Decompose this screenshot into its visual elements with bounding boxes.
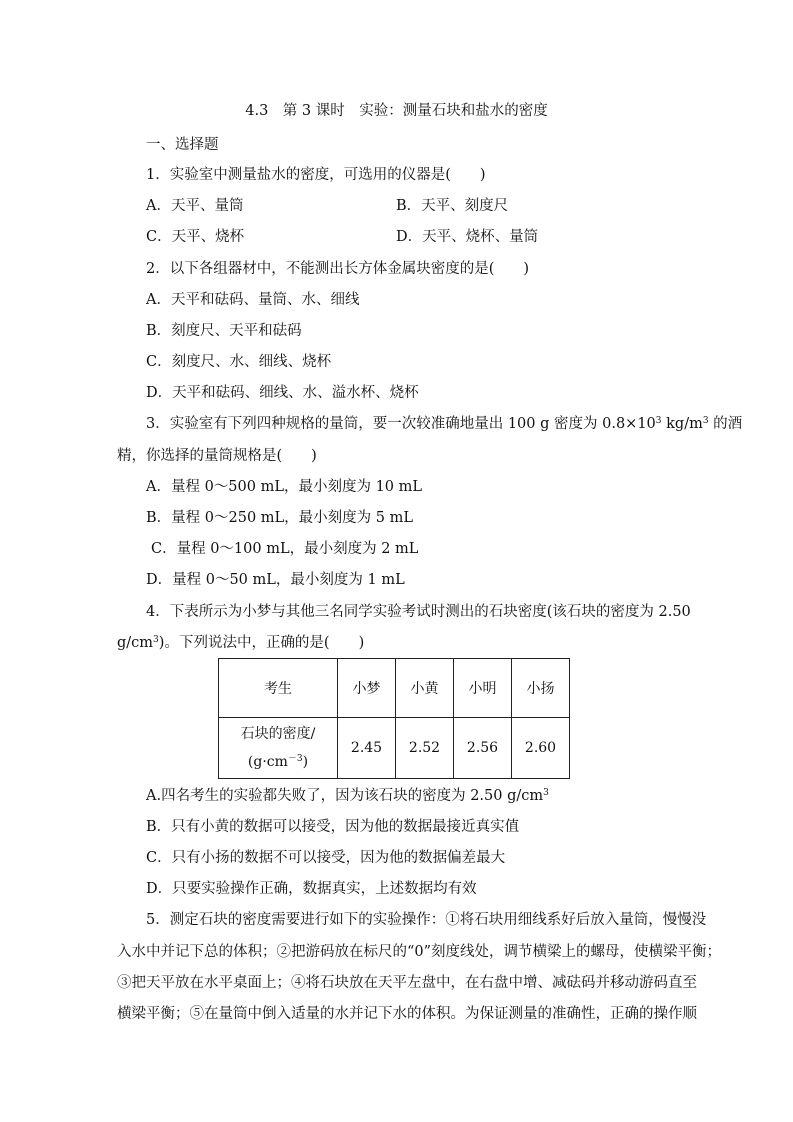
question-2-option-c: C．刻度尺、水、细线、烧杯 bbox=[146, 354, 332, 370]
question-5-line-3: ③把天平放在水平桌面上；④将石块放在天平左盘中，在右盘中增、减砝码并移动游码直至 bbox=[117, 975, 697, 991]
table-cell-value: 2.60 bbox=[512, 718, 570, 779]
question-5-line-4: 横梁平衡；⑤在量筒中倒入适量的水并记下水的体积。为保证测量的准确性，正确的操作顺 bbox=[117, 1006, 697, 1022]
question-1-option-b: B．天平、刻度尺 bbox=[396, 198, 509, 214]
question-4-option-d: D．只要实验操作正确，数据真实，上述数据均有效 bbox=[146, 881, 477, 897]
question-5-line-2: 入水中并记下总的体积；②把游码放在标尺的“0”刻度线处，调节横梁上的螺母，使横梁平衡； bbox=[117, 944, 722, 960]
table-row-label: 石块的密度/ $(g\cdot cm^{-3})$ bbox=[219, 718, 338, 779]
table-cell-value: 2.56 bbox=[454, 718, 512, 779]
question-4-stem-continued: $g/cm^3$)。下列说法中，正确的是( ) bbox=[117, 635, 365, 651]
question-3-option-c: C．量程 0～100 mL，最小刻度为 2 mL bbox=[151, 541, 419, 557]
table-header-student: 小梦 bbox=[338, 659, 396, 718]
question-4-option-c: C．只有小扬的数据不可以接受，因为他的数据偏差最大 bbox=[146, 850, 506, 866]
question-1-stem: 1．实验室中测量盐水的密度，可选用的仪器是( ) bbox=[146, 167, 486, 183]
page-title: 4.3 第 3 课时 实验：测量石块和盐水的密度 bbox=[245, 103, 548, 119]
question-2-stem: 2．以下各组器材中，不能测出长方体金属块密度的是( ) bbox=[146, 261, 530, 277]
question-1-option-d: D．天平、烧杯、量筒 bbox=[396, 229, 539, 245]
question-3-option-b: B．量程 0～250 mL，最小刻度为 5 mL bbox=[146, 510, 413, 526]
question-3-option-a: A．量程 0～500 mL，最小刻度为 10 mL bbox=[146, 479, 423, 495]
table-row bbox=[219, 718, 570, 779]
section-heading: 一、选择题 bbox=[146, 137, 219, 153]
table-header-student: 小扬 bbox=[512, 659, 570, 718]
question-1-option-a: A．天平、量筒 bbox=[146, 198, 244, 214]
table-header-label: 考生 bbox=[219, 659, 338, 718]
table-cell-value: 2.52 bbox=[396, 718, 454, 779]
table-header-student: 小明 bbox=[454, 659, 512, 718]
question-5-line-1: 5．测定石块的密度需要进行如下的实验操作：①将石块用细线系好后放入量筒，慢慢没 bbox=[146, 912, 707, 928]
question-4-option-a: A.四名考生的实验都失败了，因为该石块的密度为 2.50 $g/cm^3$ bbox=[146, 788, 549, 804]
question-4-option-b: B．只有小黄的数据可以接受，因为他的数据最接近真实值 bbox=[146, 819, 520, 835]
question-1-option-c: C．天平、烧杯 bbox=[146, 229, 245, 245]
question-3-stem-continued: 精，你选择的量筒规格是( ) bbox=[117, 448, 317, 464]
question-3-option-d: D．量程 0～50 mL，最小刻度为 1 mL bbox=[146, 572, 405, 588]
question-2-option-b: B．刻度尺、天平和砝码 bbox=[146, 323, 302, 339]
question-2-option-a: A．天平和砝码、量筒、水、细线 bbox=[146, 292, 360, 308]
table-cell-value: 2.45 bbox=[338, 718, 396, 779]
question-3-stem: 3．实验室有下列四种规格的量筒，要一次较准确地量出 100 g 密度为 $0.8\times 10^3$ $kg/m^3$ 的酒 bbox=[146, 416, 743, 432]
density-table bbox=[218, 658, 570, 779]
question-4-stem: 4．下表所示为小梦与其他三名同学实验考试时测出的石块密度(该石块的密度为 2.50 bbox=[146, 604, 691, 620]
question-2-option-d: D．天平和砝码、细线、水、溢水杯、烧杯 bbox=[146, 385, 419, 401]
table-header-row bbox=[219, 659, 570, 718]
table-header-student: 小黄 bbox=[396, 659, 454, 718]
